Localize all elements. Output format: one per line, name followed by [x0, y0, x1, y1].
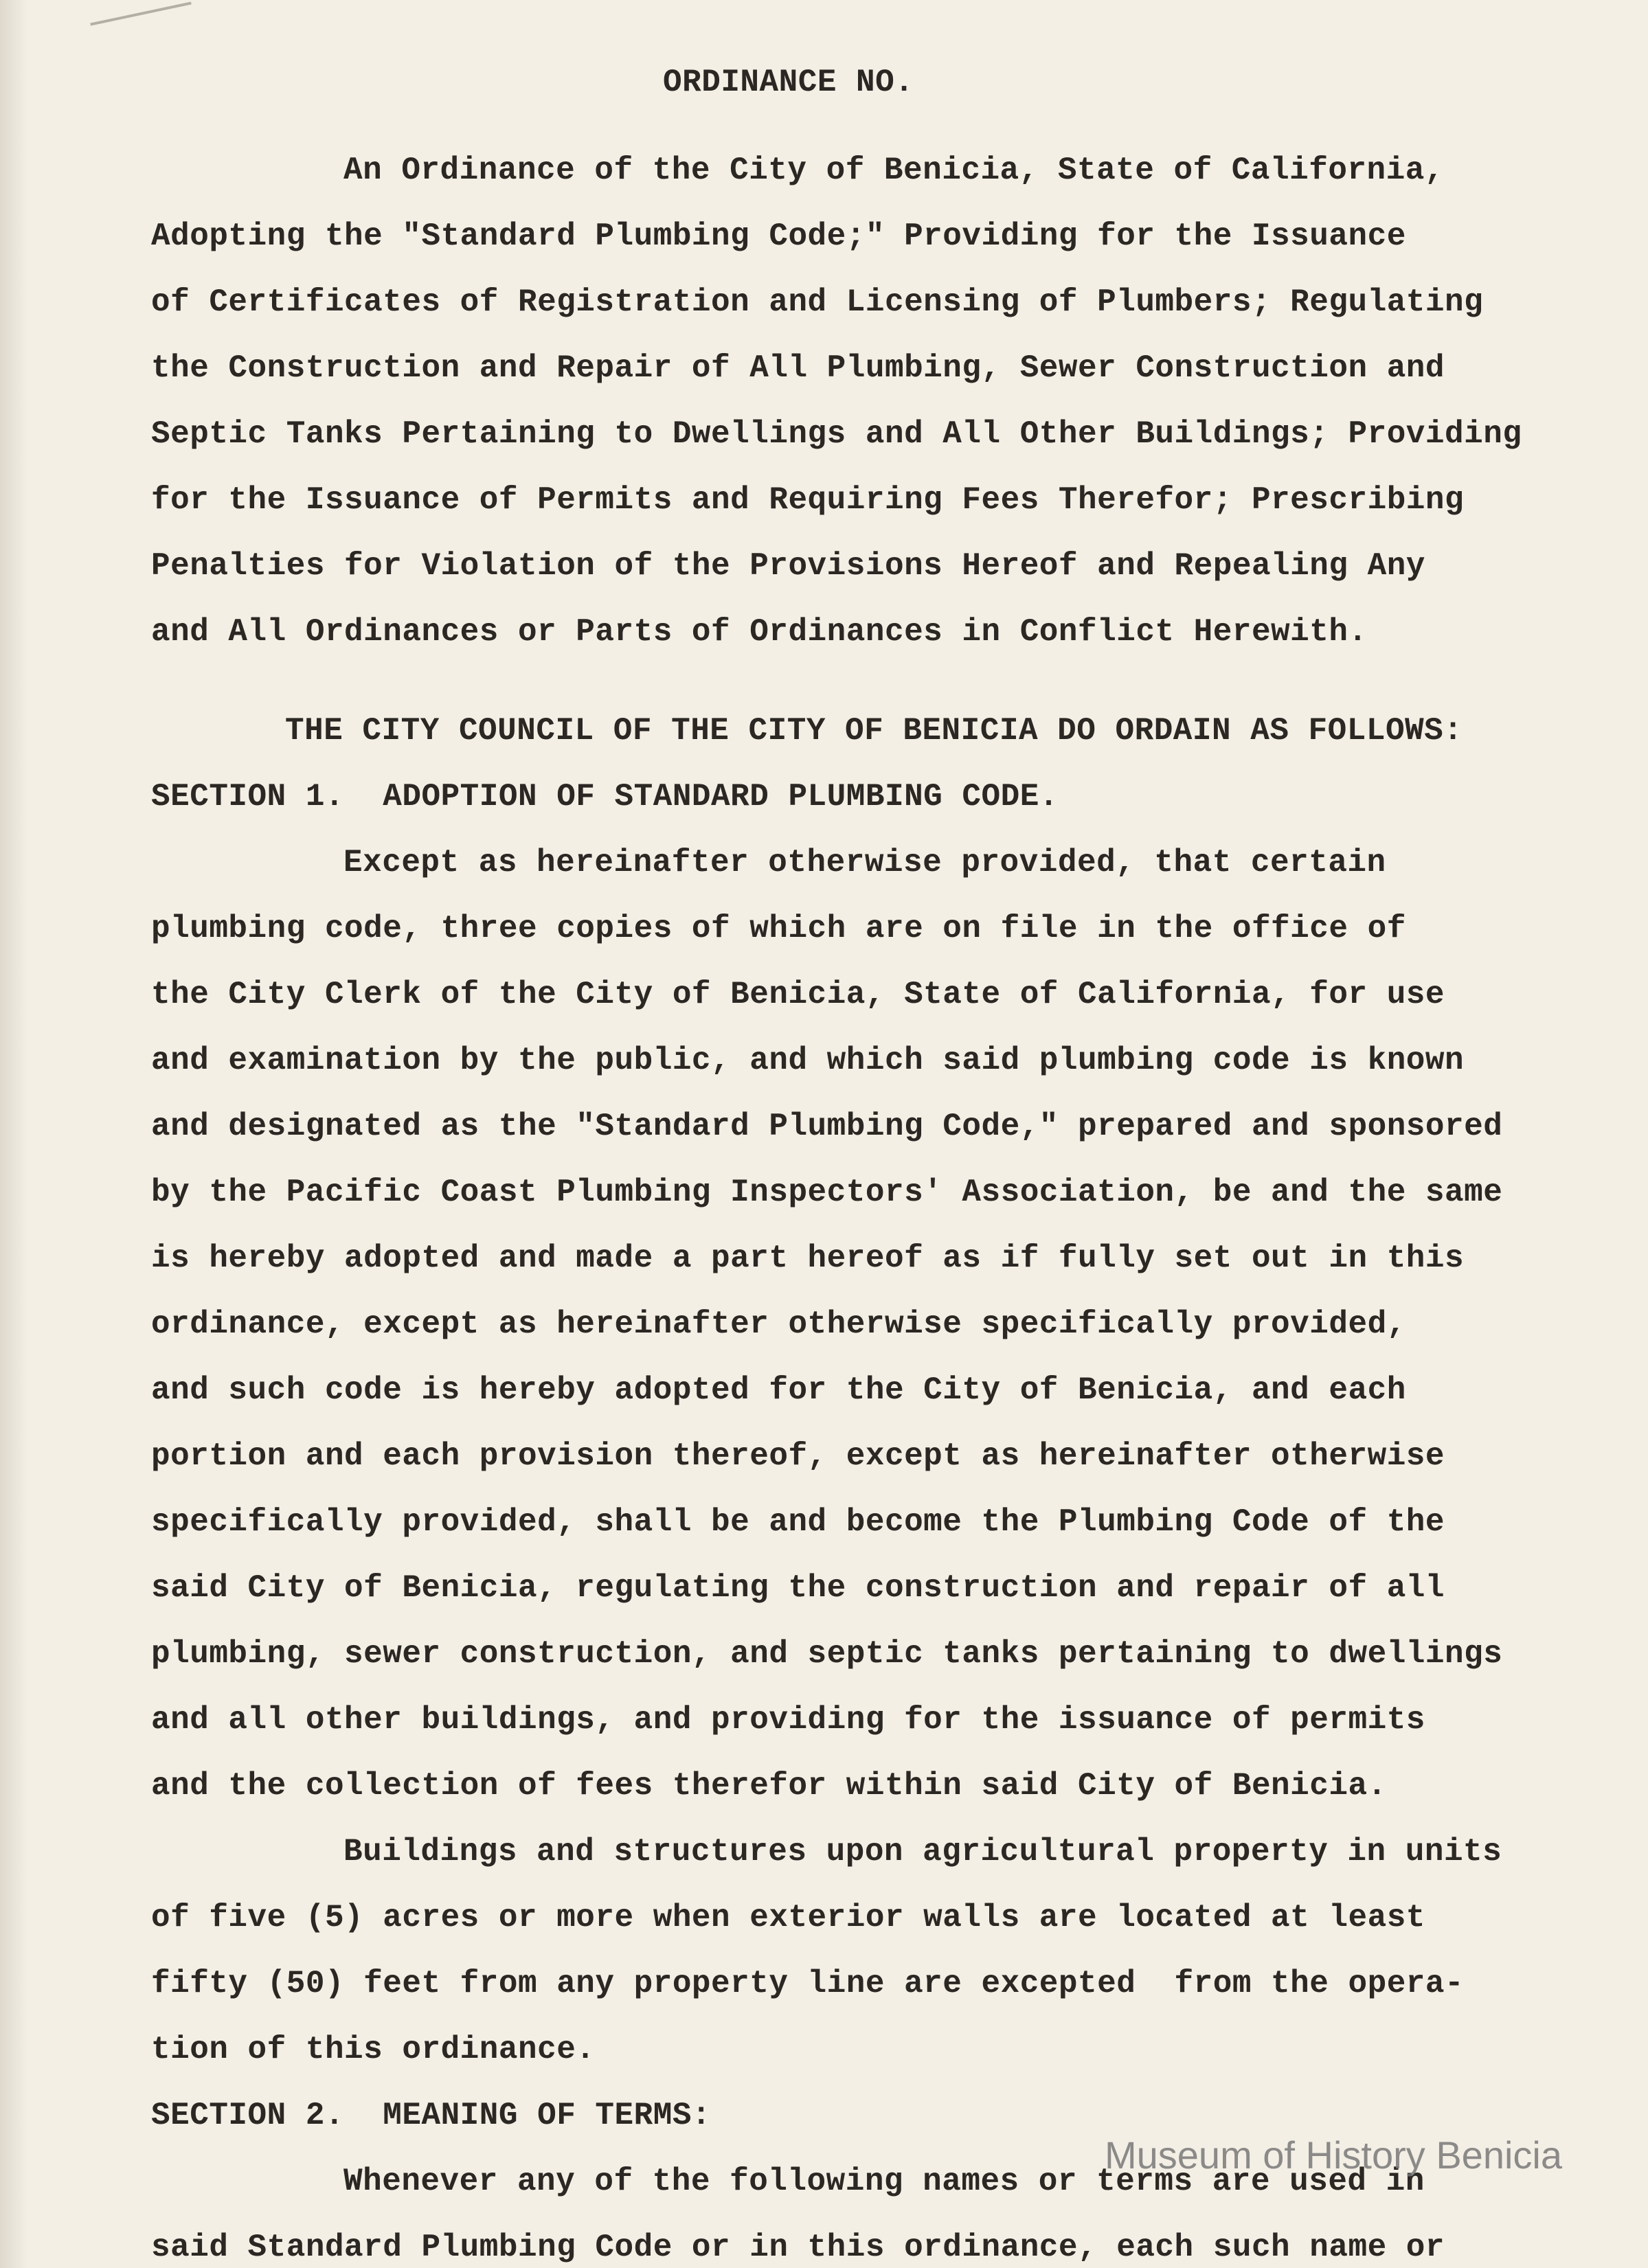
section-2-line: Whenever any of the following names or terms are used in	[343, 2164, 1425, 2199]
section-1-line: and designated as the "Standard Plumbing Code," prepared and sponsored	[151, 1109, 1503, 1144]
section-1-exception-line: of five (5) acres or more when exterior walls are located at least	[151, 1900, 1425, 1936]
section-1-exception-line: tion of this ordinance.	[151, 2032, 596, 2067]
section-1-line: the City Clerk of the City of Benicia, State of California, for use	[151, 977, 1445, 1012]
section-1-heading: SECTION 1. ADOPTION OF STANDARD PLUMBING CODE.	[151, 779, 1059, 815]
section-2-heading: SECTION 2. MEANING OF TERMS:	[151, 2098, 712, 2133]
section-1-line: plumbing, sewer construction, and septic tanks pertaining to dwellings	[151, 1636, 1503, 1672]
ordinance-text	[151, 55, 1587, 2268]
preamble-line: Penalties for Violation of the Provisions Hereof and Repealing Any	[151, 548, 1425, 584]
section-1-line: ordinance, except as hereinafter otherwise specifically provided,	[151, 1306, 1406, 1342]
section-1-line: by the Pacific Coast Plumbing Inspectors' Association, be and the same	[151, 1175, 1503, 1210]
pencil-mark	[90, 1, 192, 25]
section-1-line: and examination by the public, and which said plumbing code is known	[151, 1043, 1465, 1078]
preamble-line: and All Ordinances or Parts of Ordinances in Conflict Herewith.	[151, 614, 1368, 650]
enacting-clause: THE CITY COUNCIL OF THE CITY OF BENICIA DO ORDAIN AS FOLLOWS:	[285, 713, 1463, 749]
section-1-line: Except as hereinafter otherwise provided, that certain	[343, 845, 1386, 881]
section-1-exception-line: fifty (50) feet from any property line are excepted from the opera-	[151, 1966, 1465, 2001]
museum-watermark: Museum of History Benicia	[1104, 2133, 1562, 2177]
section-1-line: and the collection of fees therefor within said City of Benicia.	[151, 1768, 1387, 1804]
section-1-line: said City of Benicia, regulating the construction and repair of all	[151, 1570, 1445, 1606]
preamble-line: for the Issuance of Permits and Requiring Fees Therefor; Prescribing	[151, 482, 1465, 518]
section-1-exception-line: Buildings and structures upon agricultural property in units	[343, 1834, 1502, 1870]
section-1-line: is hereby adopted and made a part hereof as if fully set out in this	[151, 1240, 1465, 1276]
section-1-line: and such code is hereby adopted for the City of Benicia, and each	[151, 1372, 1406, 1408]
section-1-line: and all other buildings, and providing for the issuance of permits	[151, 1702, 1425, 1738]
section-1-line: portion and each provision thereof, except as hereinafter otherwise	[151, 1438, 1445, 1474]
section-1-line: specifically provided, shall be and become the Plumbing Code of the	[151, 1504, 1445, 1540]
preamble-line: Septic Tanks Pertaining to Dwellings and All Other Buildings; Providing	[151, 416, 1522, 452]
preamble-line: of Certificates of Registration and Licensing of Plumbers; Regulating	[151, 284, 1484, 320]
section-2-line: said Standard Plumbing Code or in this ordinance, each such name or	[151, 2230, 1445, 2265]
preamble-line: Adopting the "Standard Plumbing Code;" Providing for the Issuance	[151, 218, 1406, 254]
preamble-line: An Ordinance of the City of Benicia, State of California,	[343, 152, 1444, 188]
ordinance-title: ORDINANCE NO.	[663, 65, 914, 100]
preamble-line: the Construction and Repair of All Plumbing, Sewer Construction and	[151, 350, 1445, 386]
section-1-line: plumbing code, three copies of which are on file in the office of	[151, 911, 1406, 946]
